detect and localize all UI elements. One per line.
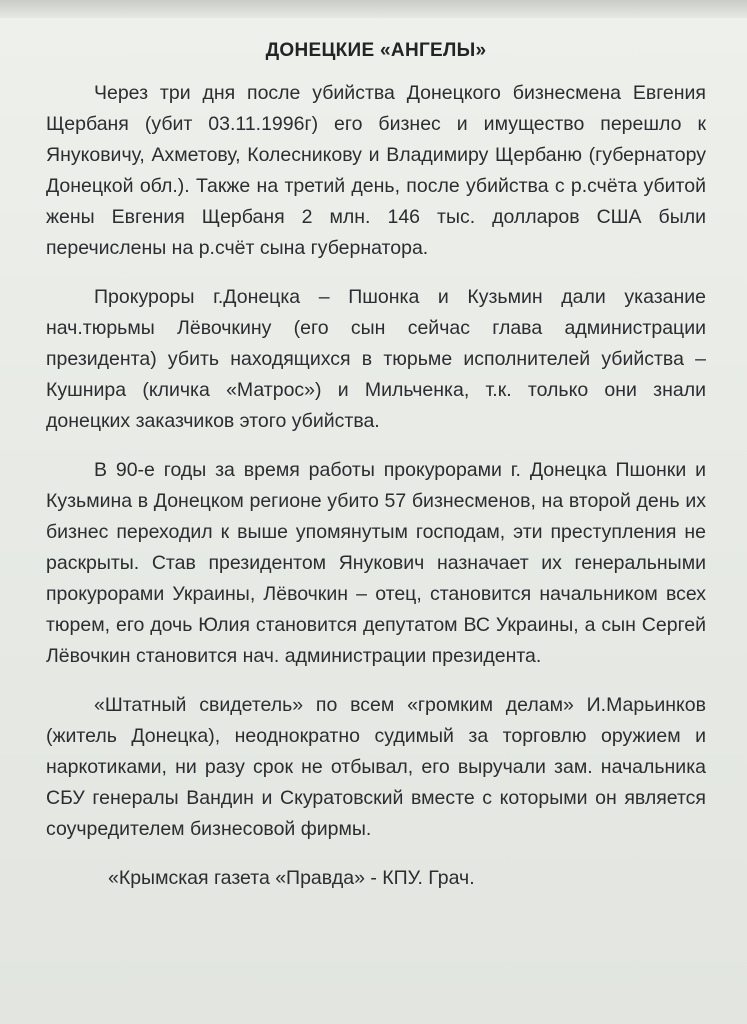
- source-signature: «Крымская газета «Правда» - КПУ. Грач.: [108, 867, 475, 889]
- paragraph-1: Через три дня после убийства Донецкого бизнесмена Евгения Щербаня (убит 03.11.1996г) его бизнес и имущество перешло к Януковичу, Ахметову, Колесникову и Владимиру Щербаню (губернатору Донецкой обл.). Также на третий день, после убийства с р.счёта убитой жены Евгения Щербаня 2 млн. 146 тыс. долларов США были перечислены на р.счёт сына губернатора.: [46, 82, 706, 259]
- paper-top-edge: [0, 0, 747, 18]
- paragraph-4: «Штатный свидетель» по всем «громким делам» И.Марьинков (житель Донецка), неоднократно судимый за торговлю оружием и наркотиками, ни разу срок не отбывал, его выручали зам. начальника СБУ генералы Вандин и Скуратовский вместе с которыми он является соучредителем бизнесовой фирмы.: [46, 694, 706, 840]
- document-title: ДОНЕЦКИЕ «АНГЕЛЫ»: [265, 40, 487, 61]
- paragraph-2: Прокуроры г.Донецка – Пшонка и Кузьмин дали указание нач.тюрьмы Лёвочкину (его сын сейчас глава администрации президента) убить находящихся в тюрьме исполнителей убийства – Кушнира (кличка «Матрос») и Мильченка, т.к. только они знали донецких заказчиков этого убийства.: [46, 286, 706, 432]
- document-body: [46, 40, 706, 894]
- paragraph-3: В 90-е годы за время работы прокурорами г. Донецка Пшонки и Кузьмина в Донецком регионе убито 57 бизнесменов, на второй день их бизнес переходил к выше упомянутым господам, эти преступления не раскрыты. Став президентом Янукович назначает их генеральными прокурорами Украины, Лёвочкин – отец, становится начальником всех тюрем, его дочь Юлия становится депутатом ВС Украины, а сын Сергей Лёвочкин становится нач. администрации президента.: [46, 459, 706, 667]
